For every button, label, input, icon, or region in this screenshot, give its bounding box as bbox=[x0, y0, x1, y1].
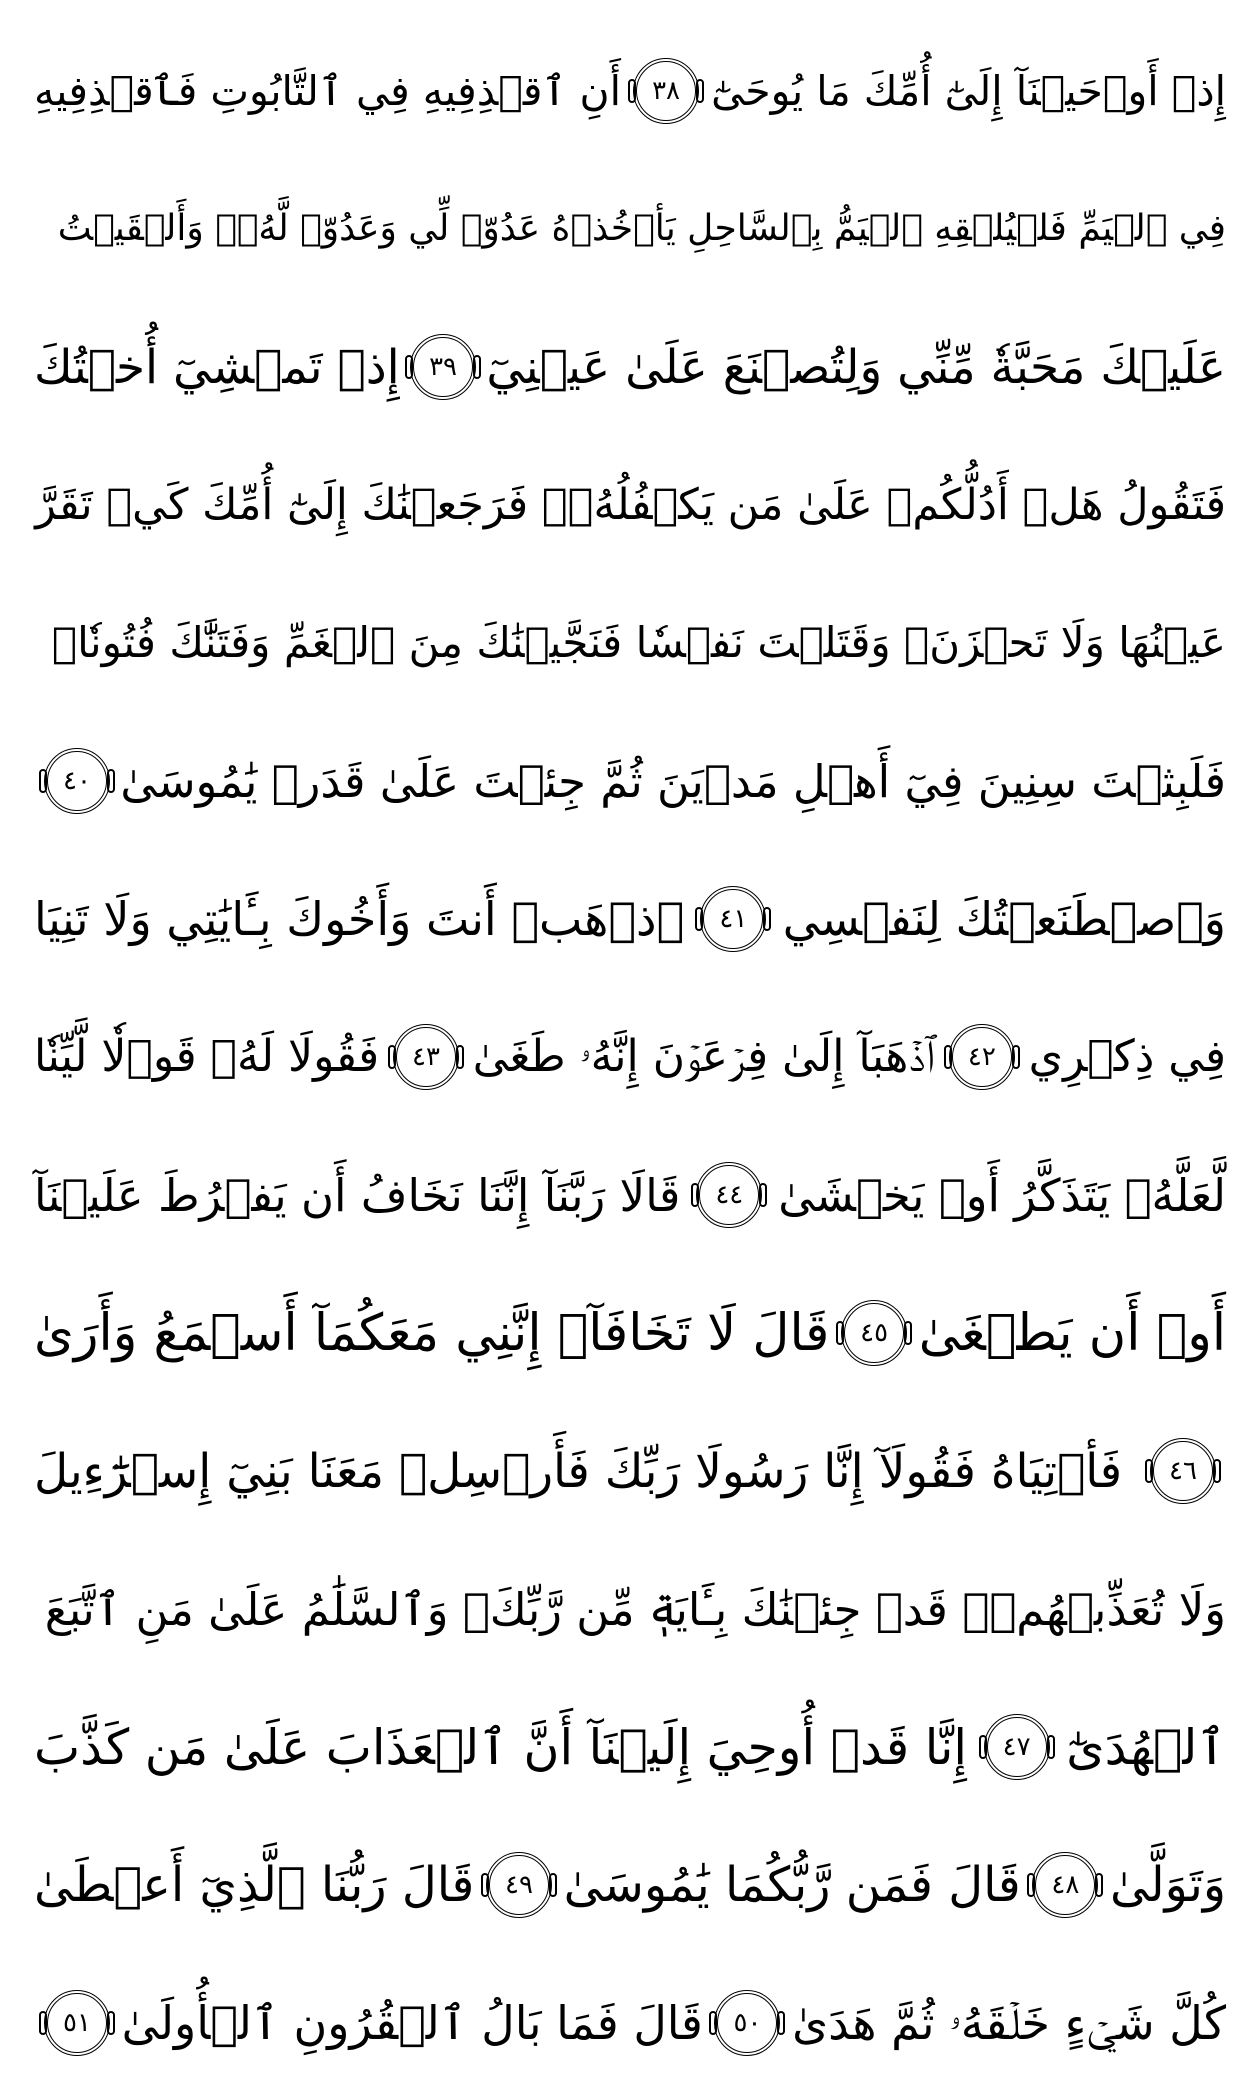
text-line-15 bbox=[34, 1954, 1226, 2092]
ayah-number-marker: ٤٩ bbox=[486, 1852, 552, 1918]
line-text: فِي ٱلۡيَمِّ فَلۡيُلۡقِهِ ٱلۡيَمُّ بِٱلسَّاحِلِ يَأۡخُذۡهُ عَدُوّٞ لِّي وَعَدُوّٞ لَّهُۥۚ وَأَلۡقَيۡتُ bbox=[57, 208, 1226, 249]
text-line-4 bbox=[34, 436, 1226, 574]
line-text-right: فَلَبِثۡتَ سِنِينَ فِيٓ أَهۡلِ مَدۡيَنَ ثُمَّ جِئۡتَ عَلَىٰ قَدَرٖ يَٰمُوسَىٰ bbox=[120, 754, 1226, 808]
line-text-middle: قَالَ فَمَا بَالُ ٱلۡقُرُونِ ٱلۡأُولَىٰ bbox=[121, 1996, 703, 2050]
text-line-12 bbox=[34, 1540, 1226, 1678]
ayah-number-marker: ٤٤ bbox=[696, 1162, 762, 1228]
text-line-3 bbox=[34, 298, 1226, 436]
text-line-6 bbox=[34, 712, 1226, 850]
line-text-right: وَٱصۡطَنَعۡتُكَ لِنَفۡسِي bbox=[782, 892, 1226, 946]
line-text-left: فَقُولَا لَهُۥ قَوۡلٗا لَّيِّنٗا bbox=[34, 1031, 380, 1082]
text-line-5 bbox=[34, 574, 1226, 712]
text-line-8 bbox=[34, 988, 1226, 1126]
text-line-13 bbox=[34, 1678, 1226, 1816]
ayah-number-marker: ٤٨ bbox=[1032, 1852, 1098, 1918]
ayah-number-marker: ٤١ bbox=[700, 886, 766, 952]
line-text-left: قَالَ لَا تَخَافَآۖ إِنَّنِي مَعَكُمَآ أَسۡمَعُ وَأَرَىٰ bbox=[34, 1303, 830, 1363]
line-text-right: لَّعَلَّهُۥ يَتَذَكَّرُ أَوۡ يَخۡشَىٰ bbox=[778, 1168, 1226, 1222]
text-line-11 bbox=[34, 1402, 1226, 1540]
line-text-left: إِذۡ تَمۡشِيٓ أُخۡتُكَ bbox=[34, 339, 400, 395]
line-text: عَيۡنُهَا وَلَا تَحۡزَنَۚ وَقَتَلۡتَ نَفۡسٗا فَنَجَّيۡنَٰكَ مِنَ ٱلۡغَمِّ وَفَتَنَّٰكَ فُتُونٗاۚ bbox=[51, 618, 1226, 667]
line-text-right: عَلَيۡكَ مَحَبَّةٗ مِّنِّي وَلِتُصۡنَعَ عَلَىٰ عَيۡنِيٓ bbox=[486, 339, 1226, 395]
line-text: وَلَا تُعَذِّبۡهُمۡۖ قَدۡ جِئۡنَٰكَ بِـَٔايَةٖ مِّن رَّبِّكَۖ وَٱلسَّلَٰمُ عَلَىٰ مَنِ ٱتَّبَعَ bbox=[44, 1582, 1226, 1636]
line-text-right: فِي ذِكۡرِي bbox=[1028, 1031, 1226, 1082]
ayah-number-marker: ٤٣ bbox=[393, 1024, 459, 1090]
text-line-7 bbox=[34, 850, 1226, 988]
ayah-number-marker: ٤٠ bbox=[44, 748, 110, 814]
text-line-10 bbox=[34, 1264, 1226, 1402]
ayah-number-marker: ٤٧ bbox=[984, 1714, 1050, 1780]
line-text-left: ٱذۡهَبۡ أَنتَ وَأَخُوكَ بِـَٔايَٰتِي وَلَا تَنِيَا bbox=[34, 892, 685, 946]
ayah-number-marker: ٤٢ bbox=[949, 1024, 1015, 1090]
line-text-left: فَأۡتِيَاهُ فَقُولَآ إِنَّا رَسُولَا رَبِّكَ فَأَرۡسِلۡ مَعَنَا بَنِيٓ إِسۡرَٰٓءِيلَ bbox=[34, 1443, 1123, 1499]
ayah-number-marker: ٥٠ bbox=[714, 1990, 780, 2056]
line-text-left: قَالَا رَبَّنَآ إِنَّنَا نَخَافُ أَن يَفۡرُطَ عَلَيۡنَآ bbox=[34, 1168, 681, 1222]
line-text-middle: ٱذۡهَبَآ إِلَىٰ فِرۡعَوۡنَ إِنَّهُۥ طَغَىٰ bbox=[472, 1031, 936, 1082]
ayah-number-marker: ٣٩ bbox=[410, 334, 476, 400]
line-text-left: قَالَ رَبُّنَا ٱلَّذِيٓ أَعۡطَىٰ bbox=[34, 1857, 475, 1913]
text-line-9 bbox=[34, 1126, 1226, 1264]
text-line-2 bbox=[34, 160, 1226, 298]
ayah-number-marker: ٣٨ bbox=[633, 58, 699, 124]
ayah-number-marker: ٤٥ bbox=[841, 1300, 907, 1366]
line-text-left: أَنِ ٱقۡذِفِيهِ فِي ٱلتَّابُوتِ فَٱقۡذِفِيهِ bbox=[34, 66, 621, 115]
ayah-number-marker: ٥١ bbox=[44, 1990, 110, 2056]
line-text-right: ٱلۡهُدَىٰٓ bbox=[1066, 1718, 1226, 1776]
text-line-1 bbox=[34, 22, 1226, 160]
text-line-14 bbox=[34, 1816, 1226, 1954]
line-text-right: وَتَوَلَّىٰ bbox=[1110, 1857, 1226, 1913]
line-text-middle: قَالَ فَمَن رَّبُّكُمَا يَٰمُوسَىٰ bbox=[563, 1857, 1021, 1913]
ayah-number-marker: ٤٦ bbox=[1150, 1438, 1216, 1504]
line-text-right: كُلَّ شَيۡءٍ خَلۡقَهُۥ ثُمَّ هَدَىٰ bbox=[792, 1996, 1226, 2050]
line-text: فَتَقُولُ هَلۡ أَدُلُّكُمۡ عَلَىٰ مَن يَكۡفُلُهُۥۖ فَرَجَعۡنَٰكَ إِلَىٰٓ أُمِّكَ كَيۡ تَقَرَّ bbox=[35, 479, 1226, 530]
line-text-right: إِذۡ أَوۡحَيۡنَآ إِلَىٰٓ أُمِّكَ مَا يُوحَىٰٓ bbox=[711, 66, 1226, 115]
line-text-left: إِنَّا قَدۡ أُوحِيَ إِلَيۡنَآ أَنَّ ٱلۡعَذَابَ عَلَىٰ مَن كَذَّبَ bbox=[34, 1718, 967, 1776]
line-text-right: أَوۡ أَن يَطۡغَىٰ bbox=[918, 1303, 1226, 1363]
